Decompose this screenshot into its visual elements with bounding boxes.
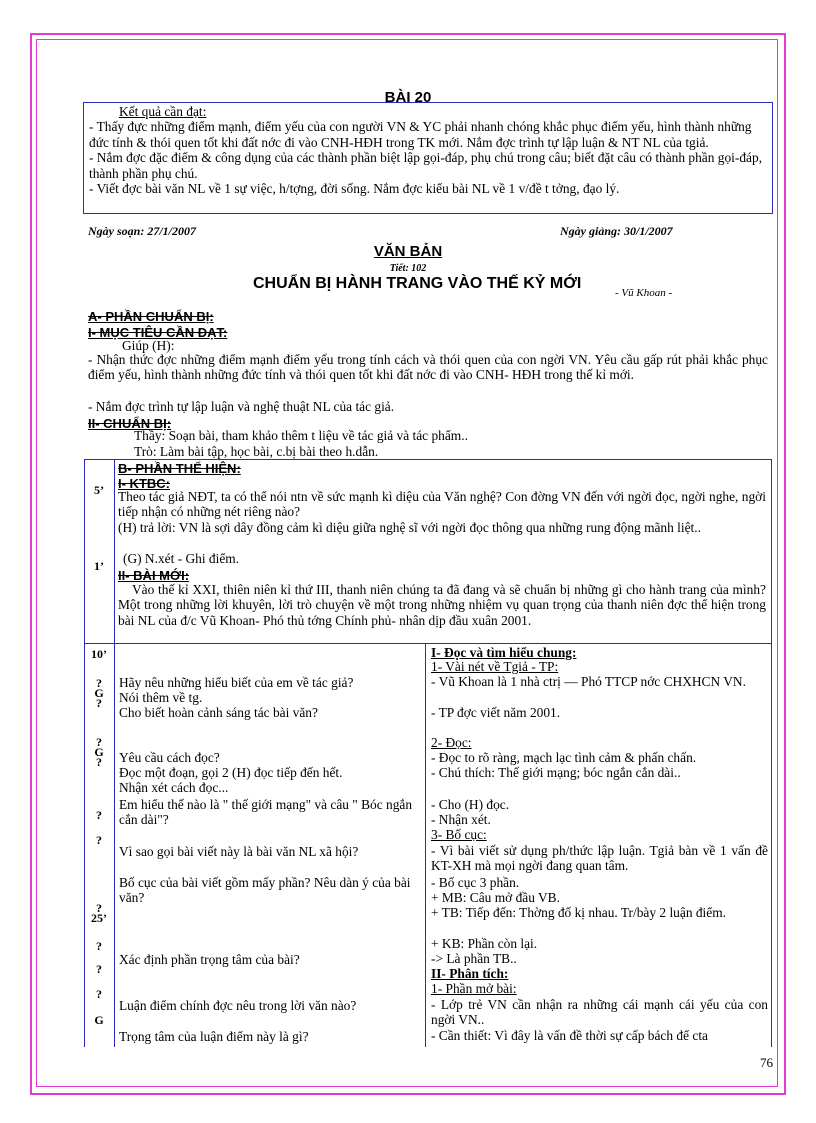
period-number: Tiết: 102 [389,263,427,274]
time-column-border [114,459,115,1047]
van-ban-heading: VĂN BẢN [373,243,443,260]
time-marker: ? [96,808,102,822]
question: Bố cục của bài viết gồm mấy phần? Nêu dàn ý của bài văn? [119,875,411,905]
objective-item: - Thấy đực những điểm mạnh, điểm yếu của con người VN & YC phải nhanh chóng khắc phục điểm yếu, hình thành những đức tính & thói quen tốt khi đất nớc đi vào CNH-HĐH trong TK mới. Nắm đợc trình tự lập luận & NT NL của tgiả. [89,119,752,150]
time-marker: 25’ [91,911,107,925]
teach-date: Ngày giảng: 30/1/2007 [560,224,673,238]
time-marker: ? [96,939,102,953]
answer-line: - Đọc to rõ ràng, mạch lạc tình cảm & phấn chấn. [431,750,697,765]
lesson-introduction: Vào thế kỉ XXI, thiên niên kỉ thứ III, thanh niên chúng ta đã đang và sẽ chuẩn bị những gì cho hành trang của mình? Một trong những lời khuyên, lời trò chuyện về một trong những nhiệm vụ quan trọng của thanh niên đợc thể hiện trong bài NL của đ/c Vũ Khoan- Phó thủ tớng Chính phủ- nhân dịp đầu xuân 2001. [118,582,766,628]
new-lesson-time: 1’ [94,559,104,573]
time-marker: ? [96,901,102,915]
question: Đọc một đoạn, gọi 2 (H) đọc tiếp đến hết. [119,765,343,780]
help-label: Giúp (H): [122,338,175,353]
question: Yêu cầu cách đọc? [119,750,220,765]
answer-subheading: 3- Bố cục: [431,827,487,842]
split-section-rule [84,643,772,644]
answer-subheading: 2- Đọc: [431,735,472,750]
answer-heading: II- Phân tích: [431,966,509,981]
answer-line: - Vũ Khoan là 1 nhà ctrị — Phó TTCP nớc CHXHCN VN. [431,674,746,689]
time-marker: ? [96,676,102,690]
time-marker: 10’ [91,647,107,661]
answer-line: - TP đợc viết năm 2001. [431,705,561,720]
answer-subheading: 1- Phần mở bài: [431,981,517,996]
answer-line: - Cho (H) đọc. [431,797,510,812]
objective-paragraph: - Nắm đợc trình tự lập luận và nghệ thuật NL của tác giả. [88,399,395,414]
section-a1-heading: I- MỤC TIÊU CẦN ĐẠT: [88,325,228,340]
section-a-heading: A- PHẦN CHUẨN BỊ: [88,309,214,324]
time-marker: ? [96,962,102,976]
question: Em hiểu thế nào là " thế giới mạng" và câu " Bóc ngắn cắn dài"? [119,797,413,827]
answer-line: + TB: Tiếp đến: Thờng đố kị nhau. Tr/bày 2 luận điểm. [431,905,726,920]
answer-line: - Vì bài viết sử dụng ph/thức lập luận. Tgiả bàn về 1 vấn đề KT-XH mà mọi ngời đang quan tâm. [431,843,768,873]
teacher-prep: Thầy: Soạn bài, tham khảo thêm t liệu về tác giả và tác phẩm.. [134,428,468,443]
answer-line: - Bố cục 3 phần. [431,875,520,890]
question: Nói thêm về tg. [119,690,203,705]
section-b-heading: B- PHẦN THỂ HIỆN: [118,461,241,476]
answer-line: - Lớp trẻ VN cần nhận ra những cái mạnh cái yếu của con ngời VN.. [431,997,768,1027]
answer-line: - Nhận xét. [431,812,491,827]
time-marker: G [94,686,104,700]
table-right-border [771,459,772,1047]
objectives-text [89,104,769,196]
answer-line: + MB: Câu mở đầu VB. [431,890,560,905]
answer-subheading: 1- Vài nét về Tgiả - TP: [431,659,559,674]
answer-heading: I- Đọc và tìm hiểu chung: [431,645,577,660]
question: Luận điểm chính đợc nêu trong lời văn nào? [119,998,357,1013]
table-left-border [84,459,85,1047]
answer-line: + KB: Phần còn lại. [431,936,538,951]
time-marker: ? [96,735,102,749]
objective-item: - Viết đợc bài văn NL về 1 sự việc, h/tợng, đời sống. Nắm đợc kiểu bài NL về 1 v/đề t tởng, đạo lý. [89,181,620,197]
objective-paragraph: - Nhận thức đợc những điểm mạnh điểm yếu trong tính cách và thói quen của con ngời VN. Yêu cầu gấp rút phải khắc phục điểm yếu, hình thành những đức tính và thói quen tốt khi đất nớc đi vào CNH- HĐH trong thế kỉ mới. [88,352,768,383]
section-a2-heading: II- CHUẨN BỊ: [88,416,172,431]
prep-date: Ngày soạn: 27/1/2007 [88,224,196,238]
ktbc-grading: (G) N.xét - Ghi điểm. [123,551,240,566]
objectives-heading: Kết quả cần đạt: [119,104,207,119]
ktbc-answer: (H) trả lời: VN là sợi dây đồng cảm kì diệu giữa nghệ sĩ với ngời đọc thông qua những rung động mãnh liệt.. [118,520,701,535]
new-lesson-heading: II- BÀI MỚI: [118,568,190,583]
question: Hãy nêu những hiểu biết của em về tác giả? [119,675,354,690]
answer-line: -> Là phần TB.. [431,951,517,966]
author-name: - Vũ Khoan - [615,287,673,299]
time-marker: ? [96,833,102,847]
question: Xác định phần trọng tâm của bài? [119,952,300,967]
time-marker: G [94,1013,104,1027]
answer-line: - Cần thiết: Vì đây là vấn đề thời sự cấp bách để cta [431,1028,708,1043]
question: Cho biết hoàn cảnh sáng tác bài văn? [119,705,318,720]
student-prep: Trò: Làm bài tập, học bài, c.bị bài theo h.dẫn. [134,444,379,459]
question: Trọng tâm của luận điểm này là gì? [119,1029,309,1044]
answer-line: - Chú thích: Thế giới mạng; bóc ngắn cắn dài.. [431,765,681,780]
lesson-main-title: CHUẨN BỊ HÀNH TRANG VÀO THẾ KỶ MỚI [253,275,582,292]
objective-item: - Nắm đợc đặc điểm & công dụng của các thành phần biệt lập gọi-đáp, phụ chú trong câu; biết đặt câu có thành phần gọi-đáp, thành phần phụ chú. [89,150,763,181]
ktbc-heading: I- KTBC: [118,476,170,491]
ktbc-question: Theo tác giả NĐT, ta có thể nói ntn về sức mạnh kì diệu của Văn nghệ? Con đờng VN đến với ngời đọc, ngời nghe, ngời tiếp nhận có những nét riêng nào? [118,489,766,520]
time-marker: ? [96,755,102,769]
question: Nhận xét cách đọc... [119,780,229,795]
lesson-title: BÀI 20 [384,89,432,106]
table-top-rule [84,459,772,460]
ktbc-time: 5’ [94,483,104,497]
time-marker: ? [96,987,102,1001]
question: Vì sao gọi bài viết này là bài văn NL xã hội? [119,844,359,859]
time-marker: G [94,745,104,759]
middle-column-border [425,643,426,1047]
page-number: 76 [760,1055,773,1070]
time-marker: ? [96,696,102,710]
